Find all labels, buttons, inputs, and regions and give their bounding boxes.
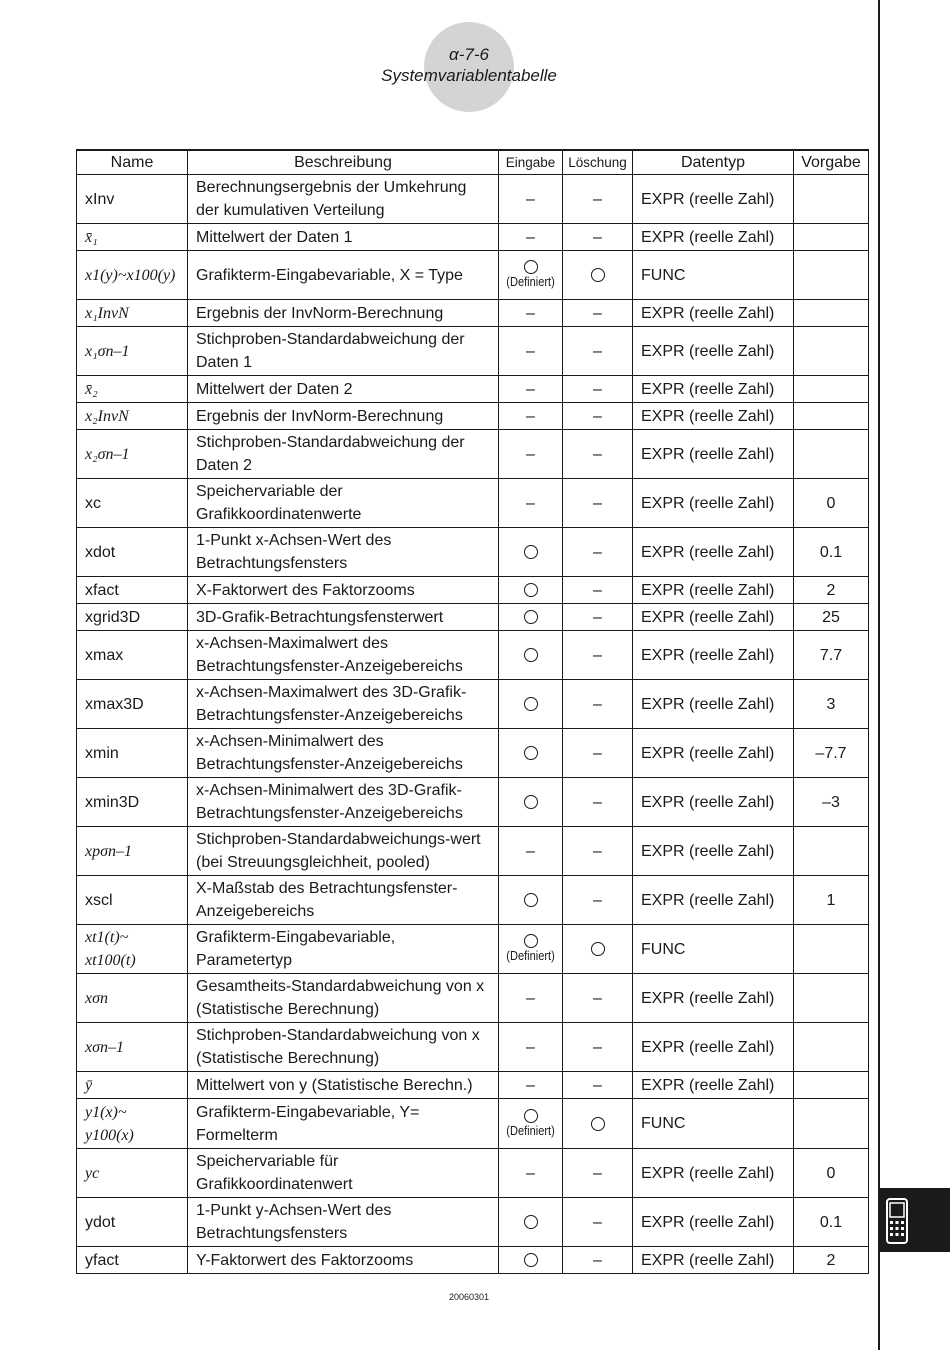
delete-cell xyxy=(563,479,633,528)
table-row xyxy=(77,1149,869,1198)
table-row xyxy=(77,300,869,327)
default-cell: 0 xyxy=(794,1149,869,1198)
dash-mark: – xyxy=(593,304,602,322)
variable-description: Grafikterm-Eingabevariable, Y= Formelterm xyxy=(188,1099,499,1149)
table-row xyxy=(77,430,869,479)
dash-mark: – xyxy=(593,793,602,811)
default-cell xyxy=(794,300,869,327)
variable-description: 3D-Grafik-Betrachtungsfensterwert xyxy=(188,604,499,631)
delete-cell xyxy=(563,827,633,876)
datatype-cell: EXPR (reelle Zahl) xyxy=(633,327,794,376)
input-cell xyxy=(499,974,563,1023)
circle-icon xyxy=(524,697,538,711)
variable-description: Mittelwert der Daten 1 xyxy=(188,224,499,251)
datatype-cell: EXPR (reelle Zahl) xyxy=(633,876,794,925)
table-row xyxy=(77,974,869,1023)
input-cell xyxy=(499,729,563,778)
input-cell xyxy=(499,577,563,604)
variable-description: x-Achsen-Minimalwert des 3D-Grafik-Betrachtungsfenster-Anzeigebereichs xyxy=(188,778,499,827)
variable-name: x̄₁ xyxy=(77,224,188,251)
variable-name: xσn–1 xyxy=(77,1023,188,1072)
dash-mark: – xyxy=(593,891,602,909)
section-code: α-7-6 xyxy=(449,45,489,64)
delete-cell xyxy=(563,1072,633,1099)
table-row xyxy=(77,1023,869,1072)
table-row xyxy=(77,925,869,974)
variable-name: xσn xyxy=(77,974,188,1023)
defined-note: (Definiert) xyxy=(506,1122,555,1138)
delete-cell xyxy=(563,1149,633,1198)
variable-name: xmin xyxy=(77,729,188,778)
delete-cell xyxy=(563,300,633,327)
default-cell: 2 xyxy=(794,577,869,604)
datatype-cell: EXPR (reelle Zahl) xyxy=(633,300,794,327)
page-title: Systemvariablentabelle xyxy=(381,66,557,85)
variable-name: xmax xyxy=(77,631,188,680)
dash-mark: – xyxy=(593,494,602,512)
default-cell xyxy=(794,974,869,1023)
column-header-name: Name xyxy=(77,150,188,175)
page-footer-date: 20060301 xyxy=(448,1292,490,1302)
default-cell: 7.7 xyxy=(794,631,869,680)
default-cell xyxy=(794,224,869,251)
default-cell xyxy=(794,175,869,224)
default-cell xyxy=(794,376,869,403)
datatype-cell: EXPR (reelle Zahl) xyxy=(633,403,794,430)
variable-description: x-Achsen-Minimalwert des Betrachtungsfenster-Anzeigebereichs xyxy=(188,729,499,778)
input-cell xyxy=(499,827,563,876)
input-cell xyxy=(499,376,563,403)
column-header-description: Beschreibung xyxy=(188,150,499,175)
variable-name: xfact xyxy=(77,577,188,604)
input-cell xyxy=(499,925,563,974)
dash-mark: – xyxy=(593,190,602,208)
default-cell: 0.1 xyxy=(794,528,869,577)
defined-note: (Definiert) xyxy=(506,948,555,963)
dash-mark: – xyxy=(593,646,602,664)
column-header-default: Vorgabe xyxy=(794,150,869,175)
dash-mark: – xyxy=(526,1076,535,1094)
dash-mark: – xyxy=(526,494,535,512)
table-row xyxy=(77,403,869,430)
variable-name: x₂InvN xyxy=(77,403,188,430)
default-cell: 0 xyxy=(794,479,869,528)
table-row xyxy=(77,376,869,403)
datatype-cell: EXPR (reelle Zahl) xyxy=(633,974,794,1023)
system-variable-table xyxy=(76,149,869,1274)
variable-description: Grafikterm-Eingabevariable, X = Type xyxy=(188,251,499,300)
input-cell xyxy=(499,631,563,680)
variable-description: Speichervariable der Grafikkoordinatenwerte xyxy=(188,479,499,528)
input-cell xyxy=(499,680,563,729)
delete-cell xyxy=(563,631,633,680)
variable-name: ȳ xyxy=(77,1072,188,1099)
default-cell xyxy=(794,827,869,876)
delete-cell xyxy=(563,1247,633,1274)
datatype-cell: EXPR (reelle Zahl) xyxy=(633,1023,794,1072)
column-header-datatype: Datentyp xyxy=(633,150,794,175)
delete-cell xyxy=(563,1023,633,1072)
input-cell xyxy=(499,403,563,430)
dash-mark: – xyxy=(526,304,535,322)
table-row xyxy=(77,327,869,376)
defined-note: (Definiert) xyxy=(506,274,555,289)
input-cell xyxy=(499,479,563,528)
circle-icon xyxy=(524,934,538,948)
delete-cell xyxy=(563,604,633,631)
input-cell xyxy=(499,1072,563,1099)
variable-description: x-Achsen-Maximalwert des Betrachtungsfenster-Anzeigebereichs xyxy=(188,631,499,680)
dash-mark: – xyxy=(526,1038,535,1056)
delete-cell xyxy=(563,403,633,430)
dash-mark: – xyxy=(593,1076,602,1094)
variable-description: Ergebnis der InvNorm-Berechnung xyxy=(188,403,499,430)
circle-icon xyxy=(524,1253,538,1267)
input-cell xyxy=(499,604,563,631)
delete-cell xyxy=(563,327,633,376)
variable-description: X-Maßstab des Betrachtungsfenster-Anzeigebereichs xyxy=(188,876,499,925)
dash-mark: – xyxy=(526,842,535,860)
dash-mark: – xyxy=(526,989,535,1007)
variable-name: yc xyxy=(77,1149,188,1198)
circle-icon xyxy=(524,545,538,559)
variable-name: x₁InvN xyxy=(77,300,188,327)
dash-mark: – xyxy=(593,1213,602,1231)
datatype-cell: EXPR (reelle Zahl) xyxy=(633,631,794,680)
delete-cell xyxy=(563,680,633,729)
default-cell xyxy=(794,1023,869,1072)
default-cell xyxy=(794,251,869,300)
table-row xyxy=(77,729,869,778)
variable-description: Stichproben-Standardabweichung der Daten 2 xyxy=(188,430,499,479)
table-row xyxy=(77,778,869,827)
dash-mark: – xyxy=(593,989,602,1007)
variable-description: Ergebnis der InvNorm-Berechnung xyxy=(188,300,499,327)
input-cell xyxy=(499,1247,563,1274)
input-cell xyxy=(499,528,563,577)
datatype-cell: EXPR (reelle Zahl) xyxy=(633,528,794,577)
delete-cell xyxy=(563,224,633,251)
calculator-icon xyxy=(886,1198,908,1244)
table-row xyxy=(77,479,869,528)
datatype-cell: EXPR (reelle Zahl) xyxy=(633,376,794,403)
datatype-cell: EXPR (reelle Zahl) xyxy=(633,680,794,729)
column-header-delete: Löschung xyxy=(563,150,633,175)
circle-icon xyxy=(524,1215,538,1229)
variable-description: Y-Faktorwert des Faktorzooms xyxy=(188,1247,499,1274)
table-row xyxy=(77,604,869,631)
variable-name: xpσn–1 xyxy=(77,827,188,876)
circle-icon xyxy=(591,1117,605,1131)
variable-name: xInv xyxy=(77,175,188,224)
dash-mark: – xyxy=(593,445,602,463)
column-header-input: Eingabe xyxy=(499,150,563,175)
input-cell xyxy=(499,175,563,224)
dash-mark: – xyxy=(593,342,602,360)
variable-description: Mittelwert von y (Statistische Berechn.) xyxy=(188,1072,499,1099)
variable-name: x̄₂ xyxy=(77,376,188,403)
default-cell: 3 xyxy=(794,680,869,729)
table-row xyxy=(77,528,869,577)
variable-description: Stichproben-Standardabweichung der Daten 1 xyxy=(188,327,499,376)
delete-cell xyxy=(563,528,633,577)
circle-icon xyxy=(591,942,605,956)
variable-description: Mittelwert der Daten 2 xyxy=(188,376,499,403)
default-cell: –3 xyxy=(794,778,869,827)
input-cell xyxy=(499,300,563,327)
table-row xyxy=(77,577,869,604)
circle-icon xyxy=(591,268,605,282)
dash-mark: – xyxy=(526,1164,535,1182)
datatype-cell: EXPR (reelle Zahl) xyxy=(633,729,794,778)
dash-mark: – xyxy=(593,695,602,713)
datatype-cell: EXPR (reelle Zahl) xyxy=(633,430,794,479)
dash-mark: – xyxy=(593,744,602,762)
variable-name: xgrid3D xyxy=(77,604,188,631)
dash-mark: – xyxy=(526,228,535,246)
delete-cell xyxy=(563,430,633,479)
delete-cell xyxy=(563,925,633,974)
default-cell xyxy=(794,1072,869,1099)
input-cell xyxy=(499,1198,563,1247)
default-cell xyxy=(794,925,869,974)
default-cell xyxy=(794,1099,869,1149)
delete-cell xyxy=(563,577,633,604)
dash-mark: – xyxy=(593,543,602,561)
datatype-cell: EXPR (reelle Zahl) xyxy=(633,577,794,604)
datatype-cell: EXPR (reelle Zahl) xyxy=(633,1247,794,1274)
input-cell xyxy=(499,778,563,827)
dash-mark: – xyxy=(526,445,535,463)
delete-cell xyxy=(563,1099,633,1149)
variable-description: 1-Punkt y-Achsen-Wert des Betrachtungsfensters xyxy=(188,1198,499,1247)
default-cell xyxy=(794,430,869,479)
dash-mark: – xyxy=(593,380,602,398)
default-cell: 1 xyxy=(794,876,869,925)
input-cell xyxy=(499,224,563,251)
table-row xyxy=(77,175,869,224)
circle-icon xyxy=(524,893,538,907)
table-row xyxy=(77,827,869,876)
variable-description: x-Achsen-Maximalwert des 3D-Grafik-Betrachtungsfenster-Anzeigebereichs xyxy=(188,680,499,729)
delete-cell xyxy=(563,376,633,403)
variable-name: y1(x)~ y100(x) xyxy=(77,1099,188,1149)
datatype-cell: EXPR (reelle Zahl) xyxy=(633,604,794,631)
datatype-cell: EXPR (reelle Zahl) xyxy=(633,827,794,876)
page-edge-rule xyxy=(878,0,880,1350)
circle-icon xyxy=(524,795,538,809)
dash-mark: – xyxy=(593,581,602,599)
variable-description: Stichproben-Standardabweichung von x (Statistische Berechnung) xyxy=(188,1023,499,1072)
datatype-cell: FUNC xyxy=(633,251,794,300)
delete-cell xyxy=(563,778,633,827)
circle-icon xyxy=(524,648,538,662)
dash-mark: – xyxy=(593,228,602,246)
variable-description: Grafikterm-Eingabevariable, Parametertyp xyxy=(188,925,499,974)
delete-cell xyxy=(563,729,633,778)
dash-mark: – xyxy=(593,842,602,860)
input-cell xyxy=(499,251,563,300)
table-row xyxy=(77,1198,869,1247)
variable-name: x₂σn–1 xyxy=(77,430,188,479)
variable-name: xt1(t)~ xt100(t) xyxy=(77,925,188,974)
dash-mark: – xyxy=(593,608,602,626)
circle-icon xyxy=(524,260,538,274)
variable-name: x₁σn–1 xyxy=(77,327,188,376)
variable-description: Stichproben-Standardabweichungs-wert (bei Streuungsgleichheit, pooled) xyxy=(188,827,499,876)
dash-mark: – xyxy=(593,1038,602,1056)
chapter-tab xyxy=(880,1188,950,1252)
datatype-cell: EXPR (reelle Zahl) xyxy=(633,479,794,528)
datatype-cell: EXPR (reelle Zahl) xyxy=(633,1072,794,1099)
variable-description: X-Faktorwert des Faktorzooms xyxy=(188,577,499,604)
dash-mark: – xyxy=(526,380,535,398)
circle-icon xyxy=(524,610,538,624)
datatype-cell: FUNC xyxy=(633,925,794,974)
datatype-cell: EXPR (reelle Zahl) xyxy=(633,778,794,827)
variable-description: Speichervariable für Grafikkoordinatenwert xyxy=(188,1149,499,1198)
input-cell xyxy=(499,430,563,479)
variable-description: 1-Punkt x-Achsen-Wert des Betrachtungsfensters xyxy=(188,528,499,577)
circle-icon xyxy=(524,1109,538,1123)
delete-cell xyxy=(563,175,633,224)
variable-name: xmin3D xyxy=(77,778,188,827)
default-cell xyxy=(794,327,869,376)
variable-name: x1(y)~x100(y) xyxy=(77,251,188,300)
dash-mark: – xyxy=(526,342,535,360)
datatype-cell: EXPR (reelle Zahl) xyxy=(633,1198,794,1247)
variable-name: xscl xyxy=(77,876,188,925)
table-row xyxy=(77,1072,869,1099)
table-row xyxy=(77,876,869,925)
circle-icon xyxy=(524,746,538,760)
variable-name: xc xyxy=(77,479,188,528)
variable-name: ydot xyxy=(77,1198,188,1247)
default-cell: 0.1 xyxy=(794,1198,869,1247)
delete-cell xyxy=(563,1198,633,1247)
default-cell: –7.7 xyxy=(794,729,869,778)
input-cell xyxy=(499,1149,563,1198)
table-row xyxy=(77,680,869,729)
variable-description: Berechnungsergebnis der Umkehrung der kumulativen Verteilung xyxy=(188,175,499,224)
datatype-cell: EXPR (reelle Zahl) xyxy=(633,1149,794,1198)
input-cell xyxy=(499,1023,563,1072)
variable-name: xdot xyxy=(77,528,188,577)
default-cell: 25 xyxy=(794,604,869,631)
variable-name: yfact xyxy=(77,1247,188,1274)
table-row xyxy=(77,631,869,680)
circle-icon xyxy=(524,583,538,597)
table-row xyxy=(77,251,869,300)
default-cell xyxy=(794,403,869,430)
table-header-row xyxy=(77,150,869,175)
input-cell xyxy=(499,876,563,925)
dash-mark: – xyxy=(593,1251,602,1269)
delete-cell xyxy=(563,876,633,925)
dash-mark: – xyxy=(593,1164,602,1182)
variable-name: xmax3D xyxy=(77,680,188,729)
datatype-cell: EXPR (reelle Zahl) xyxy=(633,224,794,251)
table-row xyxy=(77,1247,869,1274)
input-cell xyxy=(499,1099,563,1149)
datatype-cell: FUNC xyxy=(633,1099,794,1149)
table-row xyxy=(77,224,869,251)
table-row xyxy=(77,1099,869,1149)
default-cell: 2 xyxy=(794,1247,869,1274)
dash-mark: – xyxy=(526,190,535,208)
input-cell xyxy=(499,327,563,376)
dash-mark: – xyxy=(526,407,535,425)
datatype-cell: EXPR (reelle Zahl) xyxy=(633,175,794,224)
variable-description: Gesamtheits-Standardabweichung von x (Statistische Berechnung) xyxy=(188,974,499,1023)
delete-cell xyxy=(563,251,633,300)
delete-cell xyxy=(563,974,633,1023)
dash-mark: – xyxy=(593,407,602,425)
